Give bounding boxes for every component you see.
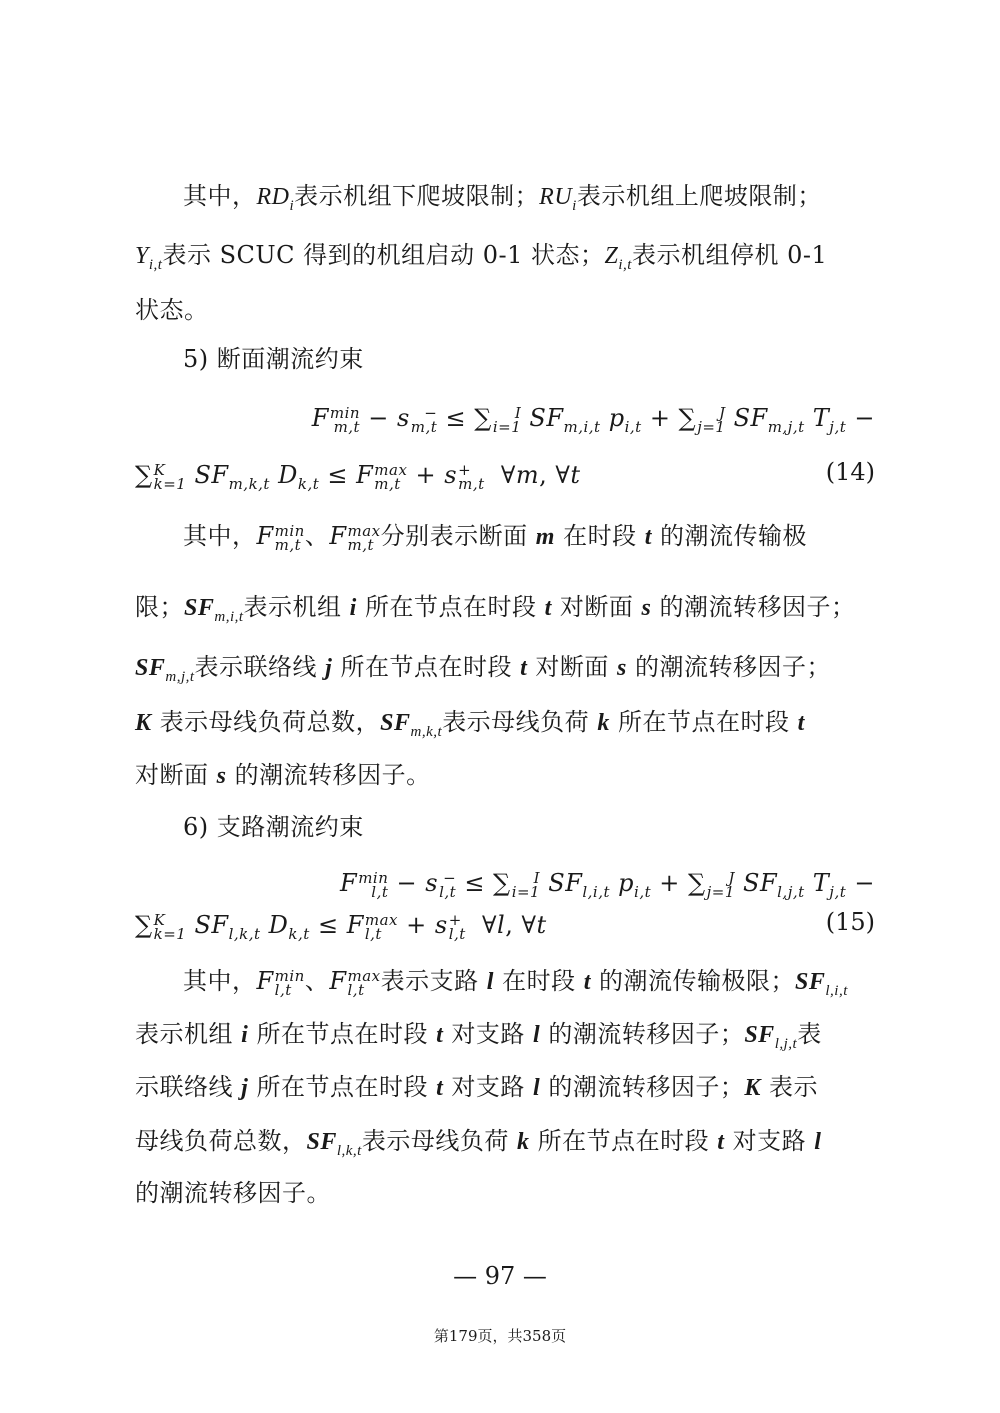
section-6-heading: 6) 支路潮流约束 <box>183 813 364 841</box>
para1-line3: 状态。 <box>135 296 209 324</box>
para2-line3: $SF_{m,j,t}$表示联络线 j 所在节点在时段 t 对断面 s 的潮流转移因子； <box>135 653 832 685</box>
page-footer: 第179页，共358页 <box>433 1327 567 1345</box>
equation-15-line1: F min l,t − s − l,t ≤ ∑ I i=1 $SF_{l,i,t}$ $p_{i,t}$ + ∑ J j=1 $SF_{l,j,t}$ $T_{j,t}$ − <box>340 868 875 901</box>
para1-line2: $Y_{i,t}$表示 SCUC 得到的机组启动 0-1 状态；$Z_{i,t}$表示机组停机 0-1 <box>135 241 828 273</box>
para2-line4: K 表示母线负荷总数，$SF_{m,k,t}$表示母线负荷 k 所在节点在时段 t <box>135 708 805 740</box>
equation-14-number: (14) <box>825 458 875 486</box>
para2-line2: 限；$SF_{m,i,t}$表示机组 i 所在节点在时段 t 对断面 s 的潮流转移因子； <box>135 593 856 625</box>
page-number: — 97 — <box>453 1262 547 1290</box>
para2-line5: 对断面 s 的潮流转移因子。 <box>135 761 431 789</box>
equation-14-line2: ∑ K k=1 $SF_{m,k,t}$ $D_{k,t} \le F$ max m,t + s + m,t ∀m, ∀t <box>135 460 581 493</box>
equation-14-line1: F min m,t − s − m,t ≤ ∑ I i=1 $SF_{m,i,t}$ $p_{i,t}$ + ∑ J j=1 $SF_{m,j,t}$ $T_{j,t}$ − <box>311 403 875 436</box>
para3-line1: 其中，F min l,t 、F max l,t 表示支路 l 在时段 t 的潮流传输极限；$SF_{l,i,t}$ <box>183 966 848 999</box>
para3-line4: 母线负荷总数，$SF_{l,k,t}$表示母线负荷 k 所在节点在时段 t 对支路 l <box>135 1127 822 1159</box>
section-5-heading: 5) 断面潮流约束 <box>183 345 364 373</box>
equation-15-number: (15) <box>825 908 875 936</box>
para3-line3: 示联络线 j 所在节点在时段 t 对支路 l 的潮流转移因子；K 表示 <box>135 1073 818 1101</box>
para1-line1: 其中，$RD_i$表示机组下爬坡限制；$RU_i$表示机组上爬坡限制； <box>183 182 822 214</box>
equation-15-line2: ∑ K k=1 $SF_{l,k,t}$ $D_{k,t} \le F$ max l,t + s + l,t ∀l, ∀t <box>135 910 547 943</box>
para3-line5: 的潮流转移因子。 <box>135 1179 331 1207</box>
para2-line1: 其中，F min m,t 、F max m,t 分别表示断面 m 在时段 t 的潮流传输极 <box>183 521 808 554</box>
para3-line2: 表示机组 i 所在节点在时段 t 对支路 l 的潮流转移因子；$SF_{l,j,t}$表 <box>135 1020 822 1052</box>
